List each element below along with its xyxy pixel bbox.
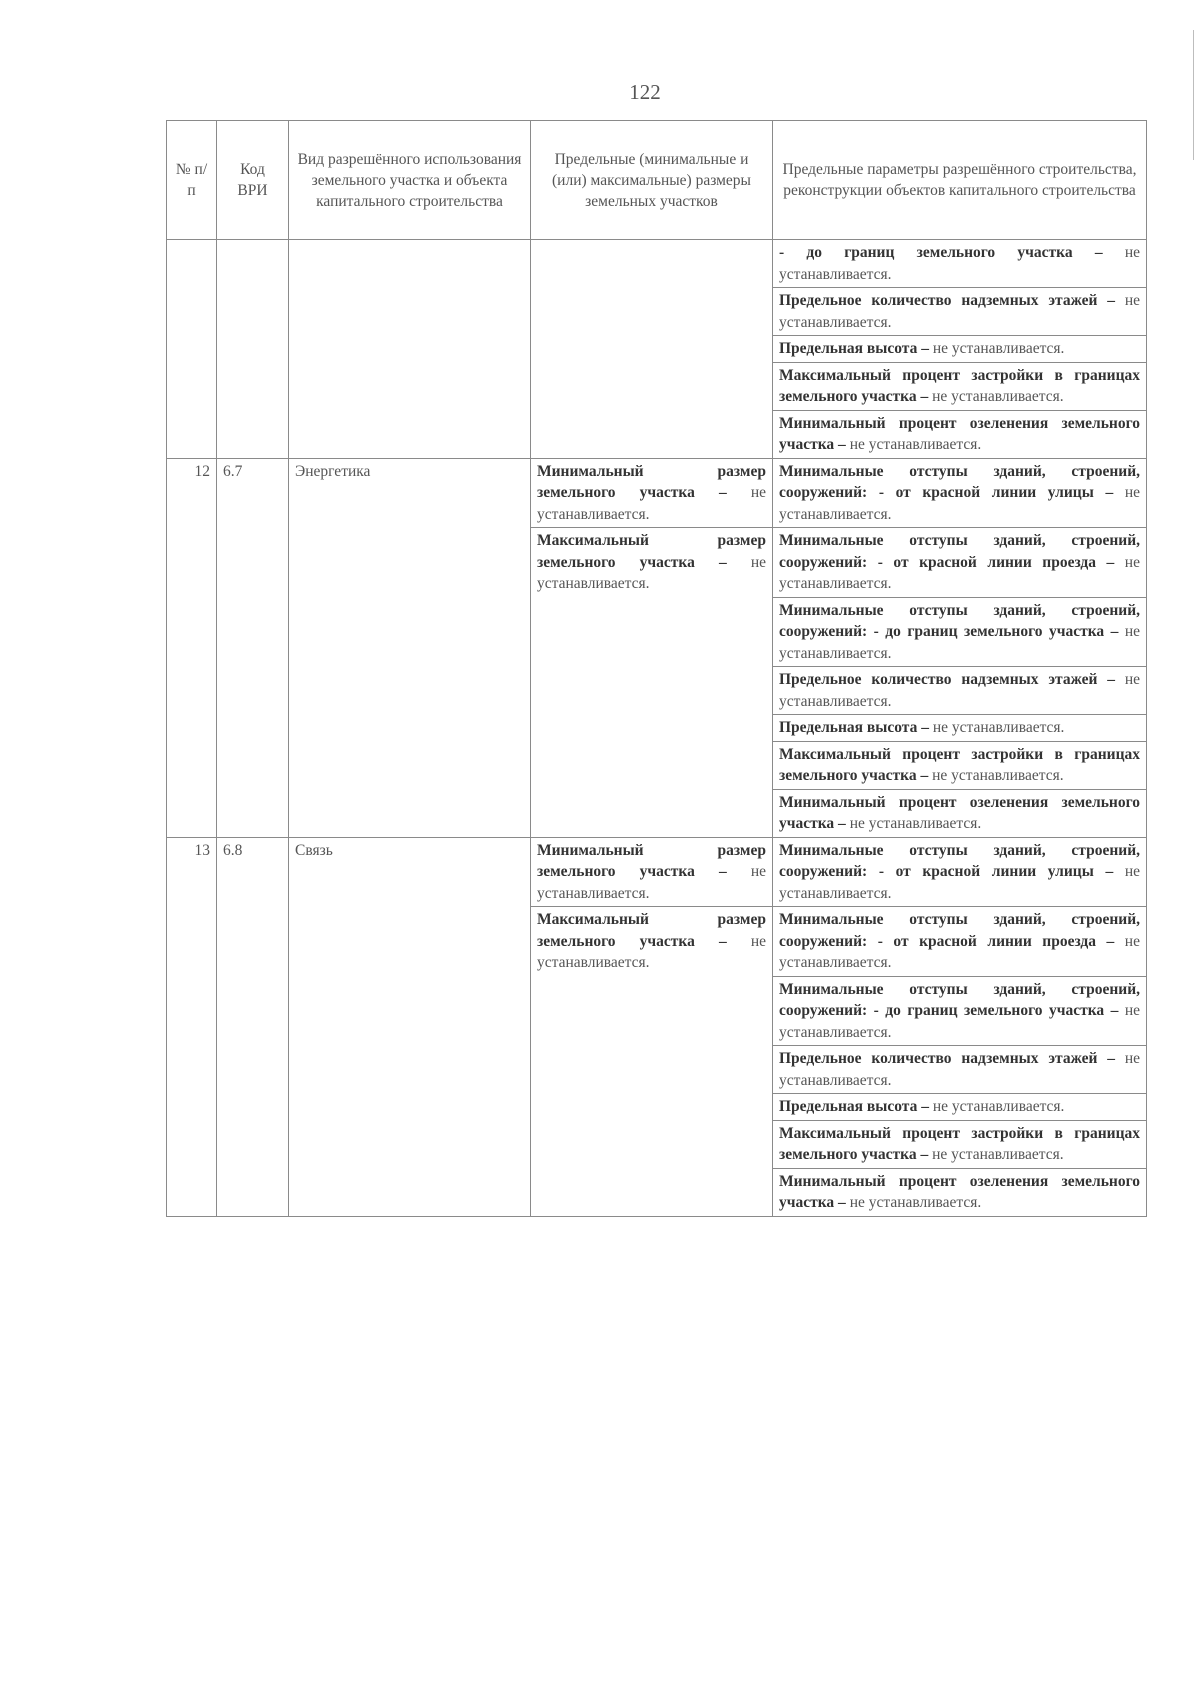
page-number: 122 xyxy=(629,80,661,104)
max-size-cell: Максимальный размер земельного участка – не устанавливается. xyxy=(531,528,773,838)
param-cell: Предельное количество надземных этажей – не устанавливается. xyxy=(773,288,1147,336)
param-cell: Предельная высота – не устанавливается. xyxy=(773,715,1147,742)
header-num: № п/п xyxy=(167,121,217,240)
param-cell: Минимальные отступы зданий, строений, сооружений: - до границ земельного участка – не устанавливается. xyxy=(773,976,1147,1046)
cont-name-cell xyxy=(289,240,531,459)
table-row xyxy=(167,458,1147,528)
header-use: Вид разрешённого использования земельного участка и объекта капитального строительства xyxy=(289,121,531,240)
param-cell: Предельная высота – не устанавливается. xyxy=(773,336,1147,363)
param-cell: Предельное количество надземных этажей – не устанавливается. xyxy=(773,1046,1147,1094)
max-size-cell: Максимальный размер земельного участка – не устанавливается. xyxy=(531,907,773,1217)
header-code: Код ВРИ xyxy=(217,121,289,240)
row-number: 12 xyxy=(167,458,217,837)
param-cell: Минимальные отступы зданий, строений, сооружений: - от красной линии проезда – не устанавливается. xyxy=(773,907,1147,977)
header-sizes: Предельные (минимальные и (или) максимальные) размеры земельных участков xyxy=(531,121,773,240)
min-size-cell: Минимальный размер земельного участка – не устанавливается. xyxy=(531,458,773,528)
row-number: 13 xyxy=(167,837,217,1216)
scan-edge-mark xyxy=(1193,30,1194,160)
param-cell: Максимальный процент застройки в границах земельного участка – не устанавливается. xyxy=(773,1120,1147,1168)
param-cell: Минимальный процент озеленения земельного участка – не устанавливается. xyxy=(773,1168,1147,1216)
param-cell: - до границ земельного участка – не устанавливается. xyxy=(773,240,1147,288)
param-cell: Максимальный процент застройки в границах земельного участка – не устанавливается. xyxy=(773,741,1147,789)
use-name: Энергетика xyxy=(289,458,531,837)
param-cell: Минимальные отступы зданий, строений, сооружений: - до границ земельного участка – не устанавливается. xyxy=(773,597,1147,667)
vri-code: 6.8 xyxy=(217,837,289,1216)
param-cell: Минимальные отступы зданий, строений, сооружений: - от красной линии улицы – не устанавливается. xyxy=(773,837,1147,907)
header-row xyxy=(167,121,1147,240)
min-size-cell: Минимальный размер земельного участка – не устанавливается. xyxy=(531,837,773,907)
param-cell: Предельное количество надземных этажей – не устанавливается. xyxy=(773,667,1147,715)
vri-code: 6.7 xyxy=(217,458,289,837)
regulations-table xyxy=(166,120,1147,1217)
use-name: Связь xyxy=(289,837,531,1216)
table-row xyxy=(167,837,1147,907)
param-cell: Минимальный процент озеленения земельного участка – не устанавливается. xyxy=(773,789,1147,837)
cont-code-cell xyxy=(217,240,289,459)
param-cell: Минимальные отступы зданий, строений, сооружений: - от красной линии проезда – не устанавливается. xyxy=(773,528,1147,598)
param-cell: Минимальный процент озеленения земельного участка – не устанавливается. xyxy=(773,410,1147,458)
table-row xyxy=(167,240,1147,288)
param-cell: Максимальный процент застройки в границах земельного участка – не устанавливается. xyxy=(773,362,1147,410)
param-cell: Предельная высота – не устанавливается. xyxy=(773,1094,1147,1121)
cont-num-cell xyxy=(167,240,217,459)
header-params: Предельные параметры разрешённого строительства, реконструкции объектов капитального строительства xyxy=(773,121,1147,240)
cont-size-cell xyxy=(531,240,773,459)
param-cell: Минимальные отступы зданий, строений, сооружений: - от красной линии улицы – не устанавливается. xyxy=(773,458,1147,528)
